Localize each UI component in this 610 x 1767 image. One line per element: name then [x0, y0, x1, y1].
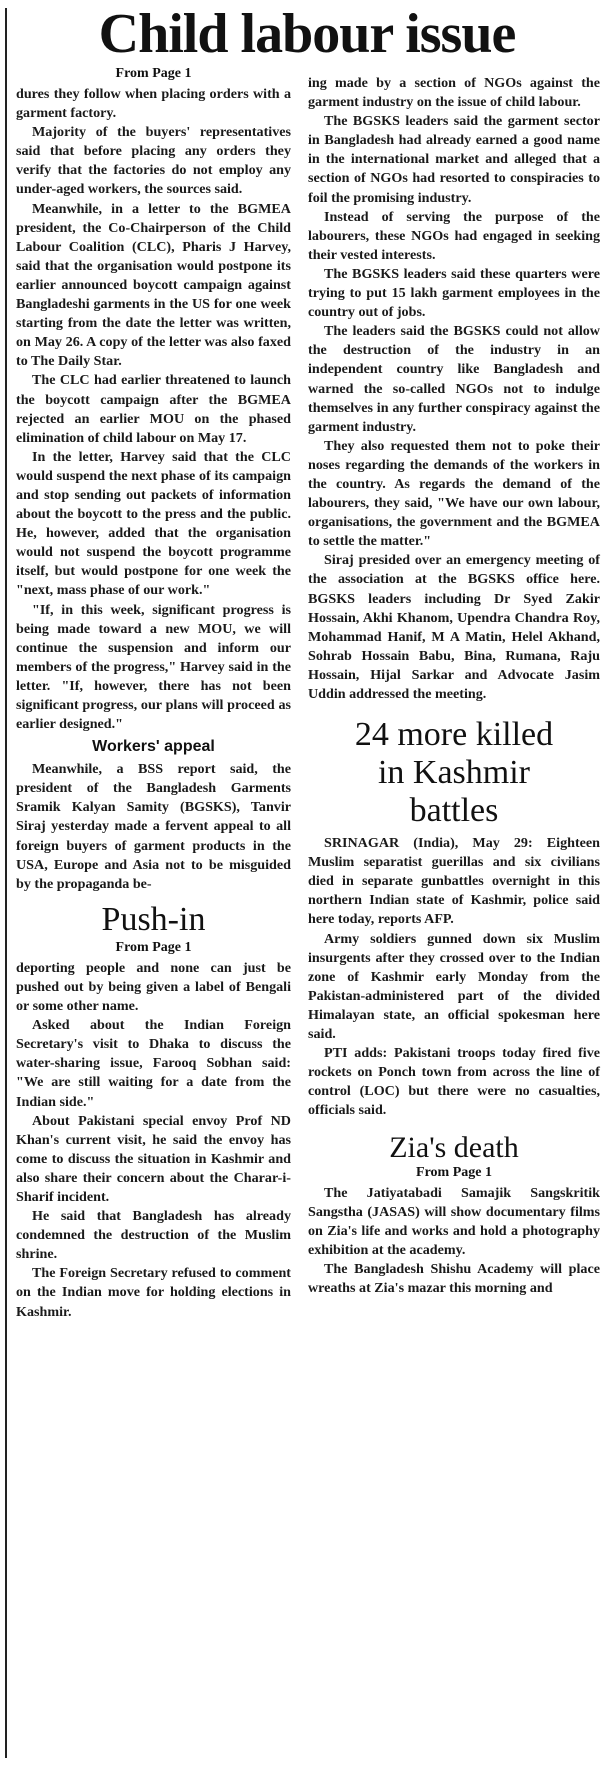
paragraph: About Pakistani special envoy Prof ND Khan's current visit, he said the envoy has come to discuss the situation in Kashmir and also share their concern about the Charar-i-Sharif incident.	[16, 1112, 291, 1205]
paragraph: The Bangladesh Shishu Academy will place wreaths at Zia's mazar this morning and	[308, 1260, 600, 1296]
paragraph: The CLC had earlier threatened to launch the boycott campaign after the BGMEA rejected an earlier MOU on the phased elimination of child labour on May 17.	[16, 372, 291, 446]
headline-child-labour: Child labour issue	[98, 3, 516, 65]
paragraph: PTI adds: Pakistani troops today fired five rockets on Ponch town from across the line of control (LOC) but there were no casualties, officials said.	[308, 1045, 600, 1119]
paragraph: "If, in this week, significant progress is being made toward a new MOU, we will continue the suspension and inform our members of the progress," Harvey said in the letter. "If, however, there has not been significant progress, our plans will proceed as earlier designed."	[16, 601, 291, 733]
subhead-workers-appeal: Workers' appeal	[92, 738, 215, 756]
from-page-label: From Page 1	[115, 939, 192, 955]
child-labour-continued	[308, 74, 600, 704]
paragraph: Asked about the Indian Foreign Secretary's visit to Dhaka to discuss the water-sharing issue, Farooq Sobhan said: "We are still waiting for a date from the Indian side."	[16, 1017, 291, 1110]
paragraph: The Foreign Secretary refused to comment on the Indian move for holding elections in Kashmir.	[16, 1265, 291, 1320]
paragraph: deporting people and none can just be pushed out by being given a label of Bengali or some other name.	[16, 959, 291, 1015]
paragraph: The leaders said the BGSKS could not allow the destruction of the industry in an independent country like Bangladesh and warned the so-called NGOs not to indulge themselves in any further conspiracy against the garment industry.	[308, 323, 600, 435]
paragraph: Majority of the buyers' representatives said that before placing any orders they verify that the factories do not employ any under-aged workers, the sources said.	[16, 124, 291, 198]
push-in-body	[16, 959, 291, 1322]
from-page-label: From Page 1	[115, 66, 192, 81]
headline-zia: Zia's death	[389, 1130, 519, 1164]
paragraph: He said that Bangladesh has already condemned the destruction of the Muslim shrine.	[16, 1208, 291, 1263]
paragraph: SRINAGAR (India), May 29: Eighteen Muslim separatist guerillas and six civilians died in separate gunbattles overnight in this northern Indian state of Kashmir, police said here today, reports AFP.	[308, 835, 600, 928]
paragraph: They also requested them not to poke their noses regarding the demands of the workers in the country. As regards the demand of the labourers, they said, "We have our own labour, organisations, the government and the BGMEA to settle the matter."	[308, 437, 600, 550]
paragraph: Meanwhile, in a letter to the BGMEA president, the Co-Chairperson of the Child Labour Coalition (CLC), Pharis J Harvey, said that the organisation would postpone its earlier announced boycott campaign against Bangladeshi garments in the US for one week starting from the date the letter was written, on May 26. A copy of the letter was also faxed to The Daily Star.	[16, 200, 291, 370]
zia-body	[308, 1184, 600, 1299]
paragraph: ing made by a section of NGOs against the garment industry on the issue of child labour.	[308, 75, 600, 111]
from-page-label: From Page 1	[416, 1164, 492, 1180]
paragraph: dures they follow when placing orders with a garment factory.	[16, 86, 291, 122]
paragraph: The Jatiyatabadi Samajik Sangskritik Sangstha (JASAS) will show documentary films on Zia's life and works and hold a photography exhibition at the academy.	[308, 1184, 600, 1258]
paragraph: Siraj presided over an emergency meeting of the association at the BGSKS office here. BGSKS leaders including Dr Syed Zakir Hossain, Akhi Khanom, Upendra Chandra Roy, Mohammad Hanif, M A Matin, Helel Akhand, Sohrab Hossain Babu, Bina, Rumana, Raju Hossain, Hijal Sarkar and Advocate Jasim Uddin addressed the meeting.	[308, 552, 600, 702]
headline-push-in: Push-in	[101, 900, 206, 938]
appeal-body	[16, 760, 291, 894]
child-labour-body	[16, 85, 291, 734]
column-rule	[5, 8, 7, 1758]
headline-line: in Kashmir	[377, 754, 531, 792]
left-column	[16, 66, 291, 1322]
headline-line: 24 more killed	[354, 716, 554, 754]
paragraph: The BGSKS leaders said the garment sector in Bangladesh had already earned a good name in the international market and alleged that a section of NGOs had resorted to conspiracies to foil the promising industry.	[308, 113, 600, 206]
headline-kashmir	[308, 716, 600, 830]
paragraph: Army soldiers gunned down six Muslim insurgents after they crossed over to the Indian zone of Kashmir early Monday from the Pakistan-administered part of the divided Himalayan state, an official spokesman here said.	[308, 930, 600, 1043]
headline-line: battles	[409, 792, 499, 830]
paragraph: The BGSKS leaders said these quarters were trying to put 15 lakh garment employees in the country out of jobs.	[308, 265, 600, 321]
paragraph: Instead of serving the purpose of the labourers, these NGOs had engaged in seeking their vested interests.	[308, 208, 600, 263]
paragraph: Meanwhile, a BSS report said, the president of the Bangladesh Garments Sramik Kalyan Samity (BGSKS), Tanvir Siraj yesterday made a fervent appeal to all foreign buyers of garment products in the USA, Europe and Asia not to be misguided by the propaganda be-	[16, 761, 291, 892]
right-column	[308, 74, 600, 1298]
kashmir-body	[308, 834, 600, 1120]
paragraph: In the letter, Harvey said that the CLC would suspend the next phase of its campaign and stop sending out packets of information about the boycott to the press and the public. He, however, added that the organisation would not suspend the boycott programme itself, but would postpone for one week the "next, mass phase of our work."	[16, 448, 291, 599]
